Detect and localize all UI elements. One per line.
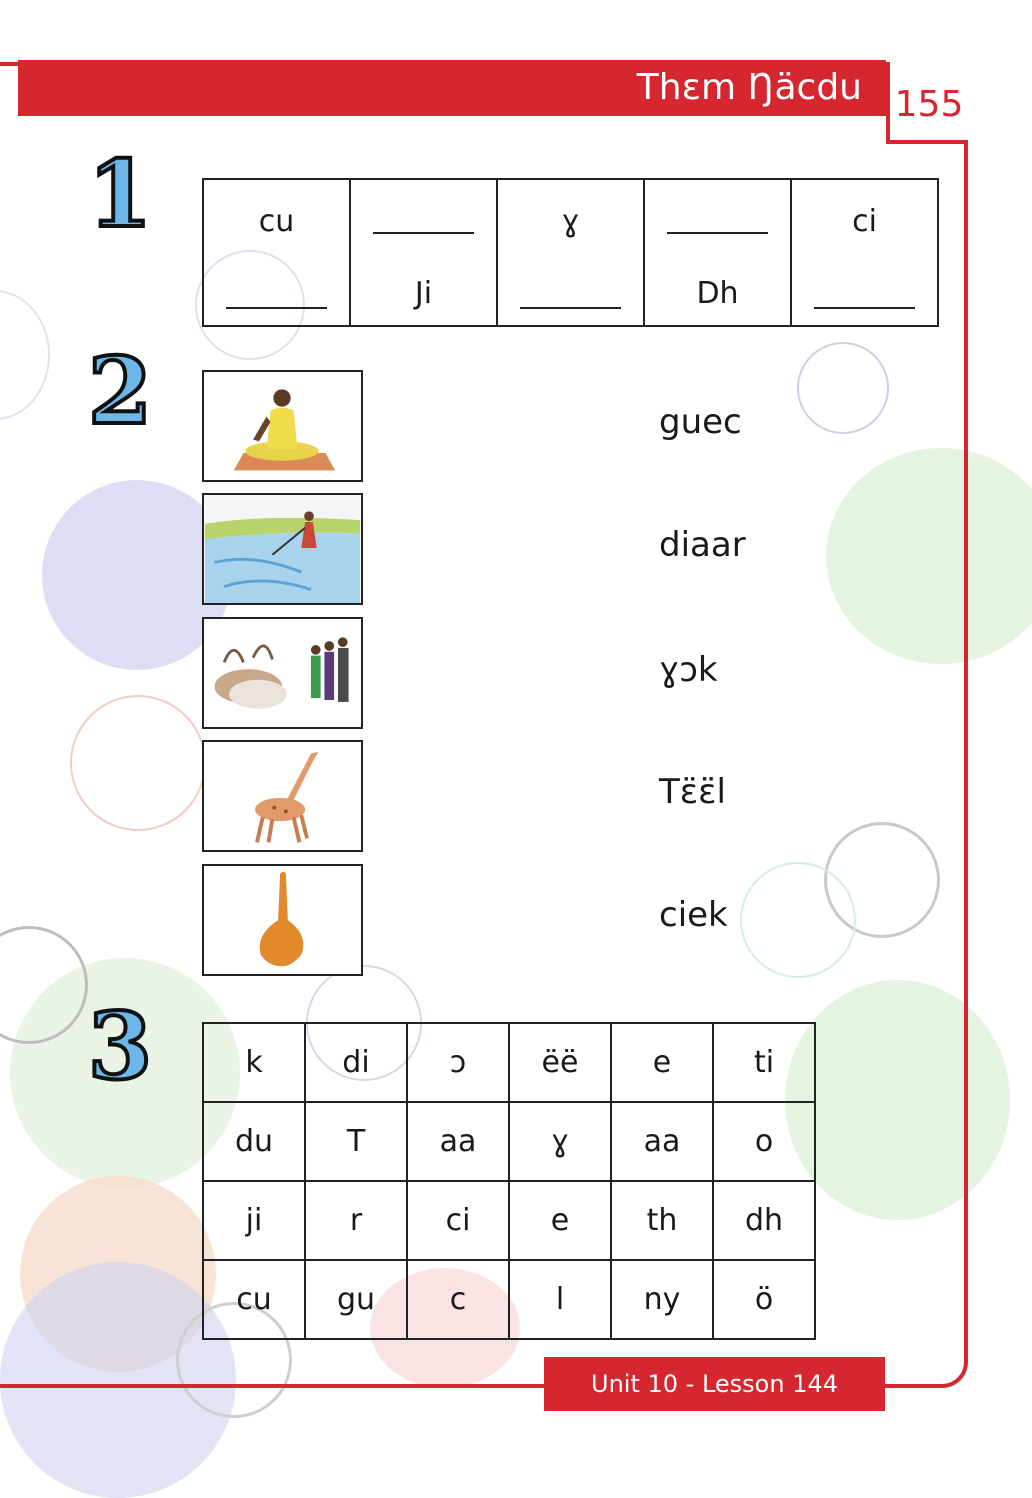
word-label: ciek (659, 895, 728, 935)
grid-cell[interactable]: k (203, 1023, 305, 1102)
word-label: guec (659, 402, 742, 442)
answer-blank[interactable] (373, 232, 474, 234)
word-label: Tɛ̈ɛ̈l (659, 772, 726, 812)
grid-cell[interactable]: ny (611, 1260, 713, 1339)
grid-cell[interactable]: l (509, 1260, 611, 1339)
answer-blank[interactable] (667, 232, 768, 234)
grid-cell[interactable]: di (305, 1023, 407, 1102)
syllable-text: ci (852, 204, 877, 239)
grid-cell[interactable]: aa (407, 1102, 509, 1181)
page-number-box (886, 62, 968, 144)
grid-cell[interactable]: ji (203, 1181, 305, 1260)
syllable-cell[interactable] (350, 179, 497, 326)
picture-cattle-and-family[interactable] (202, 617, 363, 729)
grid-cell[interactable]: ci (407, 1181, 509, 1260)
grid-cell[interactable]: aa (611, 1102, 713, 1181)
syllable-text: cu (258, 204, 295, 239)
picture-man-fishing-at-river[interactable] (202, 493, 363, 605)
grid-cell[interactable]: dh (713, 1181, 815, 1260)
header-band (18, 60, 886, 116)
answer-blank[interactable] (226, 307, 327, 309)
section-number-3: 3 (88, 992, 153, 1100)
syllable-cell[interactable] (791, 179, 938, 326)
section-number-2: 2 (88, 337, 153, 445)
grid-cell[interactable]: r (305, 1181, 407, 1260)
page-title: Thɛm Ŋäcdu (636, 67, 862, 108)
answer-blank[interactable] (814, 307, 915, 309)
grid-cell[interactable]: ti (713, 1023, 815, 1102)
grid-cell[interactable]: du (203, 1102, 305, 1181)
page-number: 155 (894, 84, 964, 125)
syllable-cell[interactable] (203, 179, 350, 326)
lesson-label: Unit 10 - Lesson 144 (591, 1370, 838, 1398)
syllable-cell[interactable] (497, 179, 644, 326)
grid-cell[interactable]: th (611, 1181, 713, 1260)
grid-cell[interactable]: ö (713, 1260, 815, 1339)
syllable-text: ɣ (561, 204, 580, 239)
footer-band (544, 1357, 885, 1411)
word-label: diaar (659, 525, 746, 565)
word-label: ɣɔk (659, 650, 718, 690)
grid-cell[interactable]: cu (203, 1260, 305, 1339)
letter-grid (202, 1022, 816, 1340)
picture-woman-sitting-on-mat[interactable] (202, 370, 363, 482)
syllable-text: Dh (696, 276, 739, 311)
syllable-text: Ji (414, 276, 433, 311)
grid-cell[interactable]: T (305, 1102, 407, 1181)
answer-blank[interactable] (520, 307, 621, 309)
grid-cell[interactable]: ɔ (407, 1023, 509, 1102)
grid-cell[interactable]: gu (305, 1260, 407, 1339)
grid-cell[interactable]: c (407, 1260, 509, 1339)
syllable-cell[interactable] (644, 179, 791, 326)
syllable-completion-table (202, 178, 939, 327)
section-number-1: 1 (88, 140, 153, 248)
grid-cell[interactable]: e (611, 1023, 713, 1102)
grid-cell[interactable]: e (509, 1181, 611, 1260)
picture-gourd[interactable] (202, 864, 363, 976)
grid-cell[interactable]: ɣ (509, 1102, 611, 1181)
grid-cell[interactable]: o (713, 1102, 815, 1181)
picture-giraffe[interactable] (202, 740, 363, 852)
grid-cell[interactable]: ëë (509, 1023, 611, 1102)
